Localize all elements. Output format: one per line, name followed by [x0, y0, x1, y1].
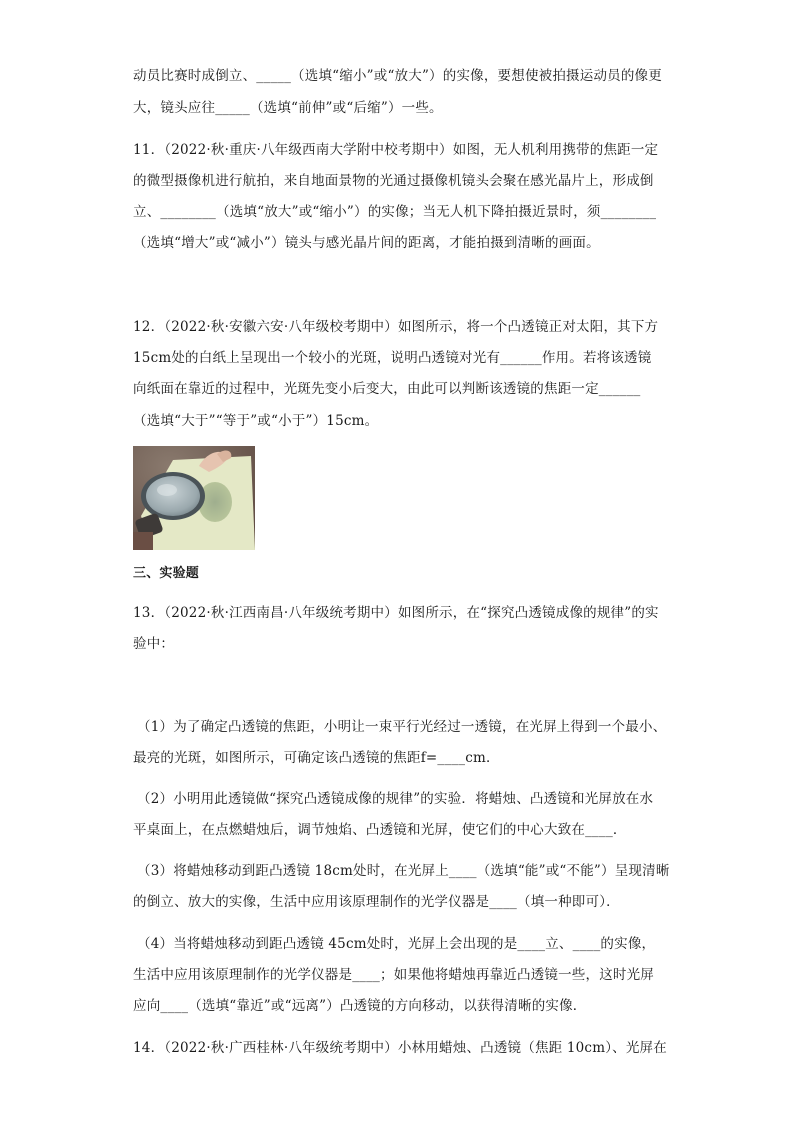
- q12-line-3: 向纸面在靠近的过程中，光斑先变小后变大，由此可以判断该透镜的焦距一定______: [133, 381, 641, 397]
- q10-line-1: 动员比赛时成倒立、_____（选填“缩小”或“放大”）的实像，要想使被拍摄运动员的像更: [133, 68, 662, 84]
- section-heading-experiment: 三、实验题: [133, 566, 200, 581]
- q13-part1-line-2: 最亮的光斑，如图所示，可确定该凸透镜的焦距f=____cm．: [133, 750, 500, 766]
- q13-part4-line-2: 生活中应用该原理制作的光学仪器是____；如果他将蜡烛再靠近凸透镜一些，这时光屏: [133, 967, 654, 983]
- q14-line-1: 14．（2022·秋·广西桂林·八年级统考期中）小林用蜡烛、凸透镜（焦距 10cm）、光屏在: [133, 1040, 667, 1056]
- q11-line-1: 11．（2022·秋·重庆·八年级西南大学附中校考期中）如图，无人机利用携带的焦距一定: [133, 142, 659, 158]
- q13-part2-line-2: 平桌面上，在点燃蜡烛后，调节烛焰、凸透镜和光屏，使它们的中心大致在____．: [133, 822, 627, 838]
- q13-part3-line-1: （3）将蜡烛移动到距凸透镜 18cm处时，在光屏上____（选填“能”或“不能”）呈现清晰: [137, 863, 670, 879]
- q11-line-4: （选填“增大”或“减小”）镜头与感光晶片间的距离，才能拍摄到清晰的画面。: [133, 235, 600, 251]
- q12-line-1: 12．（2022·秋·安徽六安·八年级校考期中）如图所示，将一个凸透镜正对太阳，其下方: [133, 319, 659, 335]
- q13-part2-line-1: （2）小明用此透镜做“探究凸透镜成像的规律”的实验．将蜡烛、凸透镜和光屏放在水: [137, 791, 654, 807]
- q11-line-3: 立、________（选填“放大”或“缩小”）的实像；当无人机下降拍摄近景时，须________: [133, 204, 657, 220]
- q13-part4-line-1: （4）当将蜡烛移动到距凸透镜 45cm处时，光屏上会出现的是____立、____的实像，: [137, 936, 656, 952]
- q13-part4-line-3: 应向____（选填“靠近”或“远离”）凸透镜的方向移动，以获得清晰的实像．: [133, 998, 587, 1014]
- q12-line-4: （选填“大于”“等于”或“小于”）15cm。: [133, 413, 379, 429]
- q13-part1-line-1: （1）为了确定凸透镜的焦距，小明让一束平行光经过一透镜，在光屏上得到一个最小、: [137, 719, 667, 735]
- q13-part3-line-2: 的倒立、放大的实像，生活中应用该原理制作的光学仪器是____（填一种即可）．: [133, 894, 620, 910]
- q12-line-2: 15cm处的白纸上呈现出一个较小的光斑，说明凸透镜对光有______作用。若将该透镜: [133, 350, 652, 366]
- q11-line-2: 的微型摄像机进行航拍，来自地面景物的光通过摄像机镜头会聚在感光晶片上，形成倒: [133, 173, 654, 189]
- lens-sunlight-photo: [133, 446, 255, 550]
- q10-line-2: 大，镜头应往_____（选填“前伸”或“后缩”）一些。: [133, 100, 443, 116]
- photo-illustration: [133, 446, 255, 550]
- q13-line-1: 13．（2022·秋·江西南昌·八年级统考期中）如图所示，在“探究凸透镜成像的规律”的实: [133, 605, 659, 621]
- q13-line-2: 验中：: [133, 636, 175, 652]
